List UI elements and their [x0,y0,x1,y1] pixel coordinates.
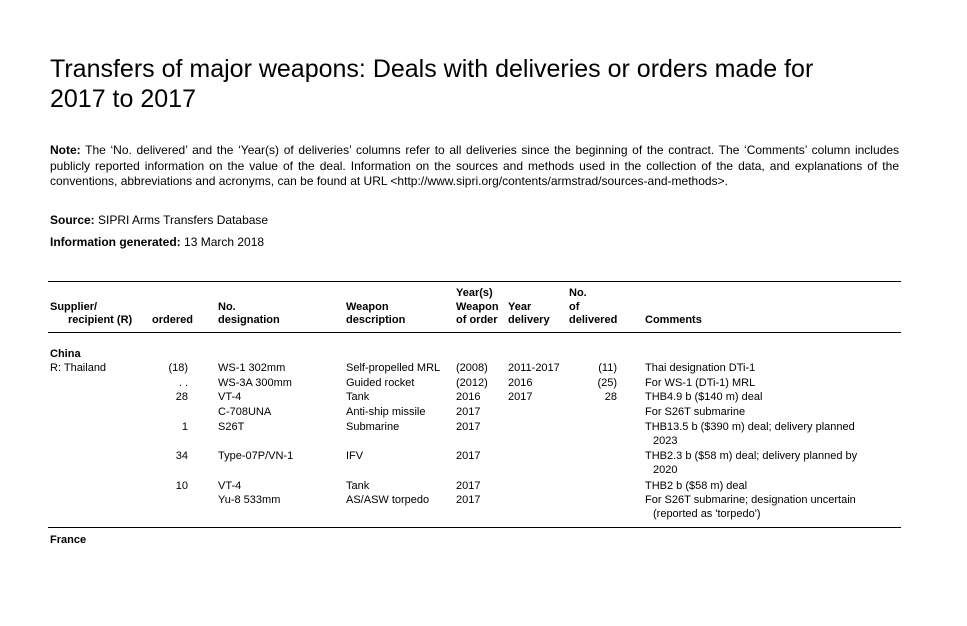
header-delivered: delivered [569,314,618,326]
cell-description: Anti-ship missile [346,406,426,418]
cell-ordered: 34 [175,450,188,462]
cell-comment-continued: 2023 [653,435,678,447]
report-title-line-2: 2017 to 2017 [50,85,196,113]
header-no-delivered-1: No. [569,287,587,299]
cell-order-year: 2017 [456,480,481,492]
next-supplier-name: France [50,534,87,546]
cell-order-year: 2016 [456,391,481,403]
header-years: Year(s) [456,287,493,299]
report-title [50,54,910,114]
cell-designation: Yu-8 533mm [218,494,281,506]
header-delivery: delivery [508,314,550,326]
cell-comment: THB2.3 b ($58 m) deal; delivery planned by [645,450,858,462]
cell-comment-continued: 2020 [653,464,678,476]
cell-ordered: . . [178,377,188,389]
cell-order-year: 2017 [456,406,481,418]
cell-designation: WS-1 302mm [218,362,286,374]
cell-delivery-years: 2011-2017 [508,362,560,374]
cell-order-year: 2017 [456,494,481,506]
cell-comment-continued: (reported as 'torpedo') [653,508,761,520]
cell-comment: For S26T submarine [645,406,746,418]
table-top-rule [48,281,901,282]
cell-comment: Thai designation DTi-1 [645,362,756,374]
cell-description: IFV [346,450,364,462]
cell-designation: VT-4 [218,480,242,492]
header-comments: Comments [645,314,702,326]
cell-order-year: (2012) [456,377,488,389]
cell-designation: Type-07P/VN-1 [218,450,294,462]
source-label: Source: [50,213,95,227]
cell-designation: WS-3A 300mm [218,377,292,389]
cell-comment: For S26T submarine; designation uncertain [645,494,856,506]
cell-description: AS/ASW torpedo [346,494,430,506]
note-paragraph [50,143,899,190]
header-no: No. [218,301,236,313]
cell-description: Submarine [346,421,400,433]
header-bottom-rule [48,332,901,333]
cell-delivered: (25) [597,377,617,389]
table-bottom-rule [48,527,901,528]
header-ordered: ordered [152,314,193,326]
header-designation: designation [218,314,280,326]
cell-order-year: (2008) [456,362,488,374]
cell-ordered: 10 [175,480,188,492]
cell-comment: For WS-1 (DTi-1) MRL [645,377,756,389]
cell-ordered: 1 [181,421,188,433]
cell-comment: THB13.5 b ($390 m) deal; delivery planned [645,421,855,433]
cell-order-year: 2017 [456,421,481,433]
recipient-name: R: Thailand [50,362,107,374]
cell-order-year: 2017 [456,450,481,462]
generated-line [50,235,264,250]
note-text: The ‘No. delivered’ and the ‘Year(s) of deliveries’ columns refer to all deliveries since the beginning of the contract. The ‘Comments’ column includes publicly reported information on the value of the deal. Information on the sources and methods used in the collection of the data, and explanations of the conventions, abbreviations and acronyms, can be found at URL <http://www.sipri.org/contents/armstrad/sources-and-methods>. [50,143,899,188]
cell-delivery-years: 2016 [508,377,533,389]
cell-delivery-years: 2017 [508,391,533,403]
header-year: Year [508,301,532,313]
cell-delivered: 28 [604,391,617,403]
supplier-name: China [50,348,81,360]
cell-description: Tank [346,391,370,403]
source-line [50,213,268,228]
cell-comment: THB2 b ($58 m) deal [645,480,748,492]
cell-designation: VT-4 [218,391,242,403]
header-supplier-1: Supplier/ [50,301,98,313]
cell-description: Tank [346,480,370,492]
header-supplier-2: recipient (R) [68,314,133,326]
header-weapon: Weapon [346,301,389,313]
cell-ordered: 28 [175,391,188,403]
report-title-line-1: Transfers of major weapons: Deals with deliveries or orders made for [50,55,814,83]
cell-delivered: (11) [598,362,617,374]
cell-description: Self-propelled MRL [346,362,441,374]
cell-description: Guided rocket [346,377,415,389]
source-text: SIPRI Arms Transfers Database [98,213,269,227]
cell-designation: S26T [218,421,245,433]
header-no-delivered-2: of [569,301,580,313]
header-of-order: of order [456,314,498,326]
generated-label: Information generated: [50,235,181,249]
note-label: Note: [50,143,81,157]
generated-text: 13 March 2018 [184,235,265,249]
cell-comment: THB4.9 b ($140 m) deal [645,391,763,403]
header-weapon-col: Weapon [456,301,499,313]
cell-designation: C-708UNA [218,406,272,418]
cell-ordered: (18) [168,362,188,374]
header-description: description [346,314,406,326]
